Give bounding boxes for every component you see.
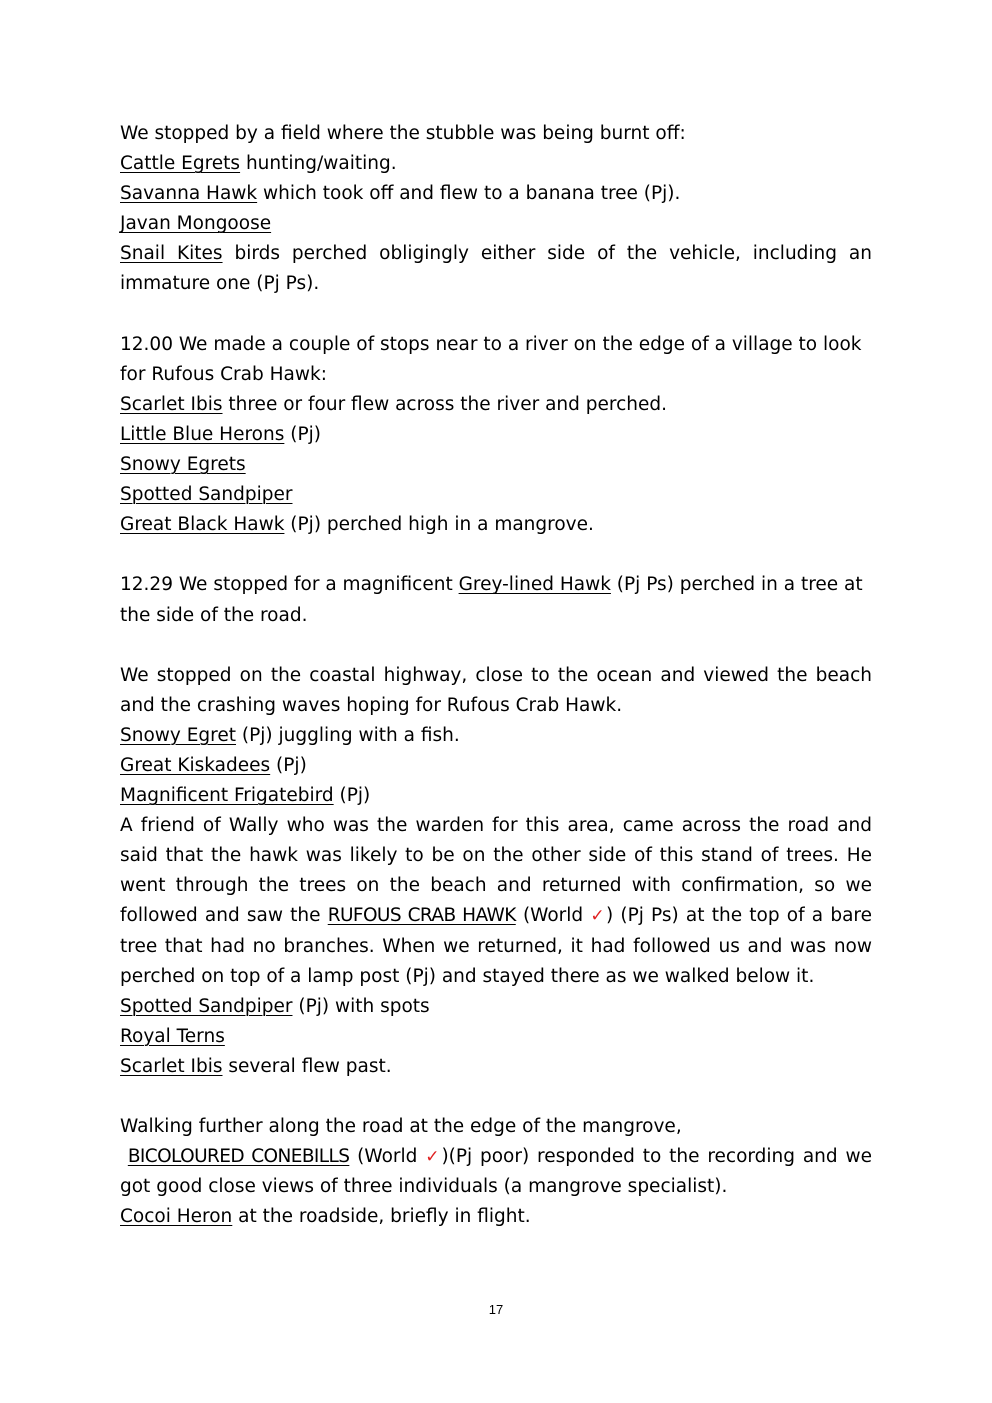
- sighting-note: (Pj): [284, 423, 321, 445]
- species-name: Javan Mongoose: [120, 213, 272, 235]
- paragraph: [120, 570, 872, 630]
- sighting-line: [120, 480, 872, 510]
- sighting-line: [120, 1052, 872, 1082]
- sighting-line: [120, 1202, 872, 1232]
- species-name: Snowy Egrets: [120, 454, 246, 476]
- species-name: Grey-lined Hawk: [458, 574, 611, 596]
- paragraph-intro: 12.00 We made a couple of stops near to a river on the edge of a village to look for Rufous Crab Hawk:: [120, 333, 862, 385]
- sighting-line: [120, 179, 872, 209]
- document-body: [120, 119, 872, 1232]
- paragraph-intro: We stopped on the coastal highway, close to the ocean and viewed the beach and the crashing waves hoping for Rufous Crab Hawk.: [120, 664, 872, 716]
- sighting-note: (Pj) perched high in a mangrove.: [284, 514, 594, 536]
- text-run: (World: [515, 905, 591, 927]
- text-line: We stopped by a field where the stubble was being burnt off:: [120, 123, 686, 144]
- species-name: Snowy Egret: [120, 724, 237, 746]
- text-run: (Pj Ps) perched in a tree at the side of the road.: [120, 574, 863, 626]
- species-name: Scarlet Ibis: [120, 1055, 223, 1077]
- sighting-line: [120, 149, 872, 179]
- species-name: BICOLOURED CONEBILLS: [127, 1146, 350, 1168]
- paragraph: [120, 1142, 872, 1202]
- sighting-note: (Pj): [333, 785, 371, 807]
- species-name: Great Black Hawk: [120, 514, 285, 536]
- sighting-line: [120, 239, 872, 299]
- text-run: 12.29 We stopped for a magnificent: [120, 574, 459, 596]
- checkmark-icon: ✓: [425, 1147, 442, 1168]
- paragraph-gap: [120, 1082, 872, 1112]
- species-name: Scarlet Ibis: [120, 393, 223, 415]
- text-run: A friend of Wally who was the warden for this area, came across the road and said that the hawk was likely to be on the other side of this stand of trees. He went through the trees on the beach and returned with confirmation, so we followed and saw the: [120, 815, 872, 927]
- checkmark-icon: ✓: [590, 906, 606, 927]
- paragraph-gap: [120, 540, 872, 570]
- sighting-line: [120, 390, 872, 420]
- sighting-note: several flew past.: [222, 1055, 392, 1077]
- sighting-line: [120, 209, 872, 239]
- sighting-note: which took off and flew to a banana tree (Pj).: [257, 183, 681, 205]
- species-name: Magnificent Frigatebird: [120, 785, 334, 807]
- sighting-note: three or four flew across the river and perched.: [222, 393, 667, 415]
- sighting-note: at the roadside, briefly in flight.: [232, 1206, 531, 1228]
- species-name: Cocoi Heron: [120, 1206, 233, 1228]
- sighting-line: [120, 510, 872, 540]
- sighting-note: (Pj) juggling with a fish.: [236, 724, 460, 746]
- text-run: (World: [349, 1146, 426, 1168]
- sighting-note: (Pj) with spots: [292, 995, 430, 1017]
- text-run: )(Pj poor) responded to the recording and we got good close views of three individuals (a mangrove specialist).: [120, 1146, 872, 1198]
- paragraph-intro: Walking further along the road at the edge of the mangrove,: [120, 1116, 682, 1138]
- sighting-note: hunting/waiting.: [240, 153, 397, 175]
- text-run: ) (Pj Ps) at the top of a bare tree that had no branches. When we returned, it had followed us and was now perched on top of a lamp post (Pj) and stayed there as we walked below it.: [120, 905, 872, 987]
- sighting-line: [120, 992, 872, 1022]
- paragraph-gap: [120, 300, 872, 330]
- species-name: Snail Kites: [120, 243, 223, 265]
- species-name: Spotted Sandpiper: [120, 484, 293, 506]
- sighting-note: (Pj): [270, 754, 307, 776]
- species-name: Little Blue Herons: [120, 423, 285, 445]
- sighting-line: [120, 420, 872, 450]
- page-number: 17: [488, 1302, 504, 1317]
- species-name: Spotted Sandpiper: [120, 995, 293, 1017]
- sighting-note: birds perched obligingly either side of the vehicle, including an immature one (Pj Ps).: [120, 243, 872, 295]
- text-run: [120, 1146, 128, 1167]
- species-name: Cattle Egrets: [120, 153, 241, 175]
- species-name: RUFOUS CRAB HAWK: [327, 905, 516, 927]
- paragraph: [120, 811, 872, 992]
- species-name: Royal Terns: [120, 1025, 225, 1047]
- species-name: Great Kiskadees: [120, 754, 271, 776]
- sighting-line: [120, 781, 872, 811]
- sighting-line: [120, 751, 872, 781]
- sighting-line: [120, 1022, 872, 1052]
- paragraph-gap: [120, 631, 872, 661]
- species-name: Savanna Hawk: [120, 183, 258, 205]
- sighting-line: [120, 450, 872, 480]
- sighting-line: [120, 721, 872, 751]
